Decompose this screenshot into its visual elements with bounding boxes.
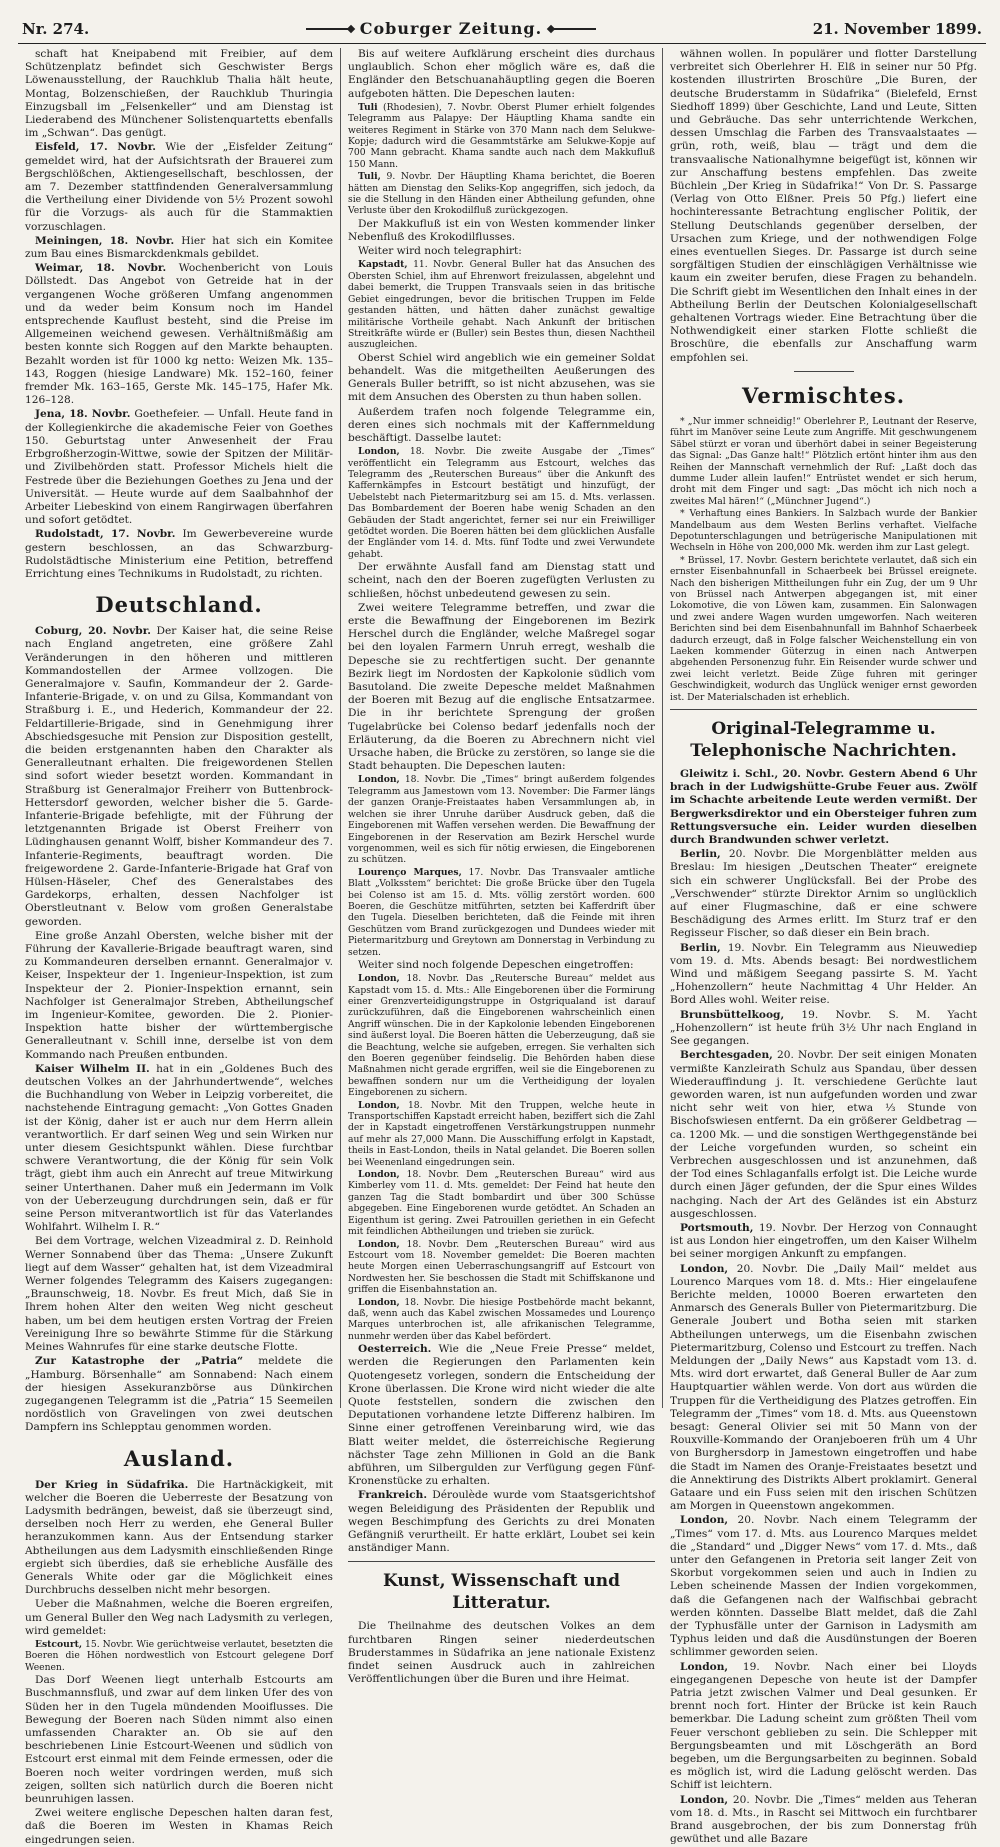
article-paragraph — [670, 768, 977, 847]
dateline: Estcourt, — [35, 1638, 83, 1650]
article-paragraph — [670, 1049, 977, 1221]
article-paragraph — [348, 171, 655, 217]
article-paragraph: Bis auf weitere Aufklärung erscheint dies durchaus unglaublich. Schon eher möglich wäre es, daß die Engländer den Betschuanahäuptling gegen die Boeren aufgeboten hätten. Die Depeschen lauten: — [348, 48, 655, 100]
article-text: 9. Novbr. Der Häuptling Khama berichtet, die Boeren hätten am Dienstag den Seliks-Kop angegriffen, sich jedoch, da sie die Stellung in den Händen einer Abtheilung gefunden, ohne Verluste über den Krokodilfluß zurückgezogen. — [348, 171, 655, 217]
article-text: 18. Novbr. Dem „Reuterschen Bureau“ wird aus Estcourt vom 18. November gemeldet: Die Boeren machten heute Morgen einen Ueberraschungsangriff auf Estcourt von Nordwesten her. Sie beschossen die Stadt mit Schiffskanone und griffen die Eisenbahnstation an. — [348, 1238, 655, 1296]
dateline: Kapstadt, — [358, 259, 408, 271]
article-paragraph: Der Makkufluß ist ein von Westen kommender linker Nebenfluß des Krokodilflusses. — [348, 217, 655, 244]
issue-number: Nr. 274. — [22, 19, 90, 38]
article-text: 17. Novbr. Das Transvaaler amtliche Blatt „Volksstem“ berichtet: Die große Brücke über den Tugela bei Colenso ist am 15. d. Mts. völlig zerstört worden. 600 Boeren, die Geschütze mitführten, setzten bei Kafferdrift über den Tugela. Dieselben berichteten, daß die Feinde mit ihren Geschützen vom Brand zurückgezogen und Dundees wieder mit Pietermaritzburg und Greytown am Donnerstag in Verbindung zu setzen. — [348, 866, 655, 958]
dateline: Berlin, — [680, 941, 721, 954]
article-paragraph: Ueber die Maßnahmen, welche die Boeren ergreifen, um General Buller den Weg nach Ladysmith zu verlegen, wird gemeldet: — [25, 1598, 333, 1637]
article-text: Déroulède wurde vom Staatsgerichtshof wegen Beleidigung des Präsidenten der Republik und wegen Beschimpfung des Gerichts zu drei Monaten Gefängniß verurtheilt. Er hatte erklärt, Loubet sei kein anständiger Mann. — [348, 1489, 655, 1555]
dateline: London, — [358, 446, 400, 458]
article-paragraph — [348, 1489, 655, 1555]
article-text: 11. Novbr. General Buller hat das Ansuchen des Obersten Schiel, ihm auf Ehrenwort freizulassen, abgelehnt und dabei bemerkt, die Truppen Transvaals seien in das britische Gebiet eingedrungen, bevor die britischen Truppen im Felde gestanden hätten, und hätten daher zunächst gewaltige militärische Vortheile gehabt. Nach Ankunft der britischen Streitkräfte würde er (Buller) sein Bestes thun, diesen Nachtheil auszugleichen. — [348, 259, 655, 351]
article-text: Im Gewerbevereine wurde gestern beschlossen, an das Schwarzburg-Rudolstädtische Ministerium eine Petition, betreffend Errichtung eines Technikums in Rudolstadt, zu richten. — [25, 528, 333, 580]
article-text: Wie die „Neue Freie Presse“ meldet, werden die Regierungen den Parlamenten kein Quotengesetz vorlegen, sondern die Entscheidung der Krone überlassen. Die Krone wird nicht wieder die alte Quote feststellen, sondern die zwischen den Deputationen vorhandene letzte Differenz halbiren. Im Sinne einer getroffenen Vereinbarung wird, wie das Blatt weiter meldet, die österreichische Regierung nächster Tage zehn Millionen in Gold an die Bank abführen, um Silbergulden zur Verfügung gegen Fünf-Kronenstücke zu erhalten. — [348, 1343, 655, 1488]
article-paragraph — [670, 848, 977, 940]
article-text: 19. Novbr. S. M. Yacht „Hohenzollern“ ist heute früh 3½ Uhr nach England in See gegangen. — [670, 1008, 977, 1048]
article-text: meldete die „Hamburg. Börsenhalle“ am Sonnabend: Nach einem der hiesigen Assekuranzbörse aus Dünkirchen zugegangenen Telegramm ist die „Patria“ 15 Seemeilen nordöstlich von Gravelingen von zwei deutschen Dampfern ins Schlepptau genommen worden. — [25, 1355, 333, 1434]
article-text: Der Kaiser hat, die seine Reise nach England angetreten, eine größere Zahl Veränderungen in den höheren und mittleren Kommandostellen der Armee vollzogen. Die Generalmajore v. Saufin, Kommandeur der 2. Garde-Infanterie-Brigade, v. on und zu Gilsa, Kommandant von Straßburg i. E., und Hederich, Kommandeur der 22. Feldartillerie-Brigade, sind in Genehmigung ihrer Abschiedsgesuche mit Pension zur Disposition gestellt, die beiden erstgenannten haben den Charakter als Generalleutnant erhalten. Die freigewordenen Stellen sind sofort wieder besetzt worden. Kommandant in Straßburg ist Generalmajor Freiherr von Buttenbrock-Hettersdorf geworden, welcher bisher die 5. Garde-Infanterie-Brigade befehligte, mit der Führung der letztgenannten Brigade ist Oberst Freiherr von Lüdinghausen genannt Wolff, bisher Kommandeur des 7. Infanterie-Regiments, beauftragt worden. Die freigewordene 2. Garde-Infanterie-Brigade hat Graf von Hülsen-Häseler, Chef des Generalstabes des Gardekorps, erhalten, dessen Nachfolger ist Oberstleutnant v. Below vom großen Generalstabe geworden. — [25, 625, 334, 928]
section-heading-ausland: Ausland. — [123, 1445, 235, 1471]
article-text: 18. Novbr. Die zweite Ausgabe der „Times“ veröffentlicht ein Telegramm aus Estcourt, welches das Telegramm des „Reuterschen Bureaus“ über die Ankunft des Kaffernkämpfes in Estcourt bestätigt und hinzufügt, der Uebelstebt nach Pietermaritzburg sei am 15. d. Mts. verlassen. Das Bombardement der Boeren habe wenig Schaden an den Gebäuden der Stadt angerichtet, ferner sei nur ein Freiwilliger getödtet worden. Die Boeren hätten bei dem glücklichen Ausfalle der Engländer vom 14. d. Mts. fünf Todte und zwei Verwundete gehabt. — [348, 446, 655, 560]
dateline: London, — [680, 1793, 729, 1806]
article-paragraph: * Brüssel, 17. Novbr. Gestern berichtete verlautet, daß sich ein ernster Eisenbahnunfall in Schaerbeek bei Brüssel ereignete. Nach den bisherigen Mittheilungen fuhr ein Zug, der um 9 Uhr von Brüssel nach Antwerpen abgegangen ist, mit einer Lokomotive, die von Löwen kam, zusammen. Ein Salonwagen und zwei andere Wagen wurden umgeworfen. Nach weiteren Berichten sind bei dem Eisenbahnunfall im Bahnhof Schaerbeek dadurch erzeugt, daß in Folge falscher Weichenstellung ein von Laeken kommender Güterzug in einen nach Antwerpen abgehenden Personenzug fuhr. Ein Reisender wurde schwer und zwei leicht verletzt. Beide Züge fuhren mit geringer Geschwindigkeit, wodurch das Unglück weniger ernst geworden ist. Der Materialschaden ist erheblich. — [670, 554, 977, 703]
article-paragraph: Außerdem trafen noch folgende Telegramme ein, deren eines sich nochmals mit der Kaffernmeldung beschäftigt. Dasselbe lautet: — [348, 405, 655, 444]
article-text: 20. Novbr. Nach einem Telegramm der „Times“ vom 17. d. Mts. aus Lourenco Marques meldet die „Standard“ und „Digger News“ vom 17. d. Mts., daß unter den Gefangenen in Pretoria seit langer Zeit von Skorbut vorgekommen seien und auch in Indien zu Leben scheinende Massen der Indien vorgekommen, daß die Gefangenen nach der Walfischbai gebracht werden könnten. Dasselbe Blatt meldet, daß die Zahl der Typhusfälle unter der Garnison in Ladysmith am Typhus leiden und daß die Ausdünstungen der Boeren schlimmer geworden seien. — [670, 1514, 977, 1659]
article-text: 18. Novbr. Die „Times“ bringt außerdem folgendes Telegramm aus Jamestown vom 13. November: Die Farmer längs der ganzen Oranje-Freistaates haben Versammlungen ab, in welchen sie ihrer Unruhe darüber Ausdruck geben, daß die Eingeborenen mit Waffen versehen werden. Die Bewaffnung der Eingeborenen in der Reservation am Bezirk Herschel wurde vorgenommen, weil es sich für nötig erwiesen, die Eingeborenen zu schützen. — [348, 774, 655, 866]
article-text: Die Hartnäckigkeit, mit welcher die Boeren die Ueberreste der Besatzung von Ladysmith bedrängen, beweist, daß sie überzeugt sind, derselben noch Herr zu werden, ehe General Buller heranzukommen kann. Aus der Entsendung starker Abtheilungen aus dem Ladysmith einschließenden Ringe ergiebt sich überdies, daß sie erhebliche Ausfälle des Generals White oder gar die Möglichkeit eines Durchbruchs desselben nicht mehr besorgen. — [25, 1478, 333, 1597]
article-text: Wochenbericht von Louis Döllstedt. Das Angebot von Getreide hat in der vergangenen Woche größeren Umfang angenommen und da weder beim Konsum noch im Handel entsprechende Kauflust besteht, sind die Preise im Allgemeinen weichend gewesen. Verhältnißmäßig am besten konnte sich Roggen auf den Markte behaupten. Bezahlt worden ist für 1000 kg netto: Weizen Mk. 135–143, Roggen (hiesige Landware) Mk. 152–160, feiner fremder Mk. 163–165, Gerste Mk. 145–175, Hafer Mk. 126–128. — [25, 262, 333, 407]
article-paragraph — [670, 1009, 977, 1049]
article-paragraph: Weiter sind noch folgende Depeschen eingetroffen: — [358, 958, 634, 971]
article-paragraph: * Verhaftung eines Bankiers. In Salzbach wurde der Bankier Mandelbaum aus dem Westen Berlins verhaftet. Vielfache Depotunterschlagungen und betrügerische Manipulationen mit Wechseln in Höhe von 200,000 Mk. werden ihm zur Last gelegt. — [670, 508, 977, 554]
column-middle — [340, 48, 662, 1686]
article-paragraph — [25, 1063, 333, 1235]
article-paragraph — [25, 1355, 333, 1434]
article-paragraph — [25, 408, 333, 527]
dateline: Gleiwitz i. Schl., — [680, 768, 779, 781]
dateline: Portsmouth, — [680, 1221, 754, 1234]
dateline: Eisfeld, 17. Novbr. — [35, 141, 156, 154]
dateline: Zur Katastrophe der „Patria“ — [35, 1355, 244, 1368]
dateline: London, — [680, 1660, 729, 1673]
article-text: 18. Novbr. Die hiesige Postbehörde macht bekannt, daß, wenn auch das Kabel zwischen Mossamedes und Lourenço Marques unterbrochen ist, alle afrikanischen Telegramme, nunmehr werden über das Kabel befördert. — [348, 1296, 656, 1342]
ornament-rule-left — [306, 28, 352, 30]
article-paragraph — [25, 235, 333, 261]
dateline: Tuli, — [358, 171, 381, 183]
article-text: 20. Novbr. Der seit einigen Monaten vermißte Kanzleirath Schulz aus Spandau, über dessen Wiederauffindung j. It. verschiedene Gerüchte laut geworden waren, ist nun aufgefunden worden und zwar nicht sehr weit von hier, etwa ⅓ Stunde von Bischofswiesen entfernt. Da ein größerer Geldbetrag — ca. 1200 Mk. — und die sonstigen Werthgegenstände bei der Leiche vorgefunden wurden, so scheint ein Verbrechen ausgeschlossen und ist anzunehmen, daß der Tod eines Schlaganfalls erfolgt ist. Die Leiche wurde durch einen Jäger gefunden, der die Spur eines Wildes nachging. Nach der Art des Geländes ist ein Absturz ausgeschlossen. — [670, 1049, 977, 1220]
newspaper-title-block — [306, 19, 596, 38]
dateline: Coburg, 20. Novbr. — [35, 625, 151, 638]
dateline: London, — [358, 1296, 400, 1308]
article-paragraph — [25, 1479, 333, 1598]
dateline: Meiningen, 18. Novbr. — [35, 234, 175, 247]
article-paragraph — [670, 1661, 977, 1793]
section-divider — [348, 1561, 655, 1562]
article-paragraph — [25, 262, 333, 407]
article-text: 20. Novbr. Die „Daily Mail“ meldet aus Lourenco Marques vom 18. d. Mts.: Hier eingelaufene Berichte melden, 10000 Boeren erwarteten den Anmarsch des Generals Buller von Pietermaritzburg. Die Generale Joubert und Botha seien mit starken Abtheilungen unterwegs, um die Eisenbahn zwischen Pietermaritzburg, Colenso und Estcourt zu treffen. Nach Meldungen der „Daily News“ aus Kapstadt vom 13. d. Mts. wird dort erwartet, daß General Buller de Aar zum Hauptquartier wählen werde. Von dort aus würden die Truppen für die Vertheidigung des Platzes getroffen. Ein Telegramm der „Times“ vom 18. d. Mts. aus Queenstown besagt: General Olivier sei mit 50 Mann von der Rouxville-Kommando der Oranjeboeren früh um 4 Uhr von Burghersdorp in Jamestown eingetroffen und habe die Stadt im Namen des Oranje-Freistaates besetzt und die Annektirung des Distrikts Albert proklamirt. General Gataare und ein Fuss seien mit den irischen Schützen am Morgen in Queenstown angekommen. — [670, 1262, 977, 1513]
article-text: 18. Novbr. Mit den Truppen, welche heute in Transportschiffen Kapstadt erreicht haben, beziffert sich die Zahl der in Kapstadt eingetroffenen Verstärkungstruppen nunmehr auf mehr als 27,000 Mann. Die Ausschiffung erfolgt in Kapstadt, theils in East-London, theils in Natal gelandet. Die Boeren sollen bei Weenenland eingedrungen sein. — [348, 1099, 655, 1168]
issue-date: 21. November 1899. — [812, 19, 982, 38]
article-text: 19. Novbr. Ein Telegramm aus Nieuwediep vom 19. d. Mts. Abends besagt: Bei nordwestlichem Wind und mäßigem Seegang passirte S. M. Yacht „Hohenzollern“ heute Nachmittag 4 Uhr Helder. An Bord Alles wohl. Weiter reise. — [670, 941, 977, 1007]
article-paragraph: Der erwähnte Ausfall fand am Dienstag statt und scheint, nach den der Boeren zugefügten Verlusten zu schließen, höchst unbedeutend gewesen zu sein. — [348, 561, 655, 600]
article-text: 18. Novbr. Dem „Reuterschen Bureau“ wird aus Kimberley vom 11. d. Mts. gemeldet: Der Feind hat heute den ganzen Tag die Stadt bombardirt und über 300 Schüsse abgegeben. Eine Eingeborenen wurde getödtet. An Schaden an Eigenthum ist gering. Zwei Patrouillen geriethen in ein Gefecht mit feindlichen Abtheilungen und trieben sie zurück. — [348, 1169, 655, 1238]
article-paragraph — [25, 1639, 333, 1673]
column-right — [662, 48, 984, 1846]
article-text: (Rhodesien), 7. Novbr. Oberst Plumer erhielt folgendes Telegramm aus Palapye: Der Häuptling Khama sandte ein weiteres Regiment in Stärke von 370 Mann nach dem Selukwe-Kopje; dadurch wird die Gesammtstärke am Selukwe-Kopje auf 700 Mann gebracht. Khama sandte auch nach dem Makkufluß 150 Mann. — [348, 101, 655, 170]
article-text: 20. Novbr. Die Morgenblätter melden aus Breslau: Im hiesigen „Deutschen Theater“ ereignete sich ein schwerer Unglücksfall. Bei der Probe des „Verschwender“ stürzte Direktor Arnim so unglücklich auf einer Flugmaschine, daß er eine schwere Beschädigung des Armes erlitt. Im Sturz traf er den Regisseur Fischer, so daß dieser ein Bein brach. — [670, 848, 978, 940]
article-paragraph — [670, 1222, 977, 1262]
dateline: Der Krieg in Südafrika. — [35, 1478, 189, 1491]
article-paragraph — [670, 1263, 977, 1514]
article-paragraph — [348, 774, 655, 865]
dateline: London, — [680, 1514, 729, 1527]
article-text: Hier hat sich ein Komitee zum Bau eines Bismarckdenkmals gebildet. — [25, 234, 334, 261]
article-paragraph: Weiter wird noch telegraphirt: — [358, 245, 522, 258]
masthead — [18, 14, 986, 44]
article-paragraph — [348, 102, 655, 170]
section-heading-kunst: Kunst, Wissenschaft und Litteratur. — [383, 1571, 620, 1614]
article-paragraph — [348, 1100, 655, 1168]
dateline: London, — [358, 1238, 400, 1250]
article-paragraph — [348, 1297, 655, 1343]
section-heading-telegramme: Original-Telegramme u. Telephonische Nachrichten. — [690, 719, 957, 762]
article-paragraph — [348, 1343, 655, 1488]
article-paragraph: Bei dem Vortrage, welchen Vizeadmiral z. D. Reinhold Werner Sonnabend über das Thema: „Unsere Zukunft liegt auf dem Wasser“ gehalten hat, ist dem Vizeadmiral Werner folgendes Telegramm des Kaisers zugegangen: „Braunschweig, 18. Novbr. Es freut Mich, daß Sie in Ihrem hohen Alter den weiten Weg nicht gescheut haben, um bei dem heutigen ersten Vortrag der Freien Vereinigung Ihre so bewährte Stimme für die Stärkung Meines Wahnrufes für eine starke deutsche Flotte. — [25, 1235, 333, 1354]
dateline: London, — [358, 1099, 400, 1111]
article-paragraph: Die Theilnahme des deutschen Volkes an dem furchtbaren Ringen seiner niederdeutschen Bruderstammes in Südafrika an jene nationale Existenz findet seinen Ausdruck auch in zahlreichen Veröffentlichungen über die Buren und ihre Heimat. — [348, 1620, 655, 1686]
dateline: Frankreich. — [358, 1489, 428, 1502]
ornament-rule-right — [550, 28, 596, 30]
dateline: Berchtesgaden, — [680, 1049, 773, 1062]
article-paragraph: * „Nur immer schneidig!“ Oberlehrer P., Leutnant der Reserve, führt im Manöver seine Leute zum Angriffe. Mit geschwungenem Säbel stürzt er voran und überhört dabei in seiner Begeisterung das Signal: „Das Ganze halt!“ Plötzlich ertönt hinter ihm aus den Reihen der Mannschaft vernehmlich der Ruf: „Laßt doch das dumme Luder allein laufen!“ Entrüstet wendet er sich herum, droht mit dem Finger und sagt: „Das möcht ich nich noch a zweites Mal hären!“ („Münchner Jugend“.) — [670, 415, 977, 507]
article-paragraph: Zwei weitere englische Depeschen halten daran fest, daß die Boeren im Westen in Khamas Reich eingedrungen seien. — [25, 1807, 333, 1846]
article-paragraph: Oberst Schiel wird angeblich wie ein gemeiner Soldat behandelt. Was die mitgetheilten Aeußerungen des Generals Buller betrifft, so ist nicht abzusehen, was sie mit dem Ansuchen des Obersten zu thun haben sollen. — [348, 351, 655, 404]
article-paragraph — [348, 259, 655, 350]
dateline: London, — [358, 774, 400, 786]
article-paragraph — [25, 625, 333, 929]
article-paragraph — [348, 973, 655, 1098]
article-text: 19. Novbr. Der Herzog von Connaught ist aus London hier eingetroffen, um den Kaiser Wilhelm bei seiner morgigen Ankunft zu empfangen. — [670, 1221, 977, 1261]
article-text: Wie der „Eisfelder Zeitung“ gemeldet wird, hat der Aufsichtsrath der Brauerei zum Bergschlößchen, Aktiengesellschaft, beschlossen, der am 7. Dezember stattfindenden Generalversammlung die Vertheilung einer Dividende von 5½ Prozent sowohl für die Vorzugs- als auch für die Stammaktien vorzuschlagen. — [25, 141, 333, 233]
article-text: hat in ein „Goldenes Buch des deutschen Volkes an der Jahrhundertwende“, welches die Buchhandlung von Weber in Leipzig vorbereitet, die nachstehende Eintragung gemacht: „Von Gottes Gnaden ist der König, daher ist er auch nur dem Herrn allein verantwortlich. Er darf seinen Weg und sein Wirken nur unter diesem Gesichtspunkt wählen. Diese furchtbar schwere Verantwortung, die der König für sein Volk trägt, giebt ihm auch ein Anrecht auf treue Mitwirkung seiner Unterthanen. Daher muß ein Jedermann im Volk von der Ueberzeugung durchdrungen sein, daß er für seine Person mitverantwortlich ist für das Vaterlandes Wohlfahrt. Wilhelm I. R.“ — [25, 1062, 333, 1234]
article-paragraph: Zwei weitere Telegramme betreffen, und zwar die erste die Bewaffnung der Eingeborenen im Bezirk Herschel durch die Engländer, welche Maßregel sogar bei den loyalen Farmern Unruh erregt, weshalb die Depesche sie zu rechtfertigen sucht. Der genannte Bezirk liegt im Nordosten der Kapkolonie südlich vom Basutoland. Die zweite Depesche meldet Maßnahmen der Boeren mit Bezug auf die englische Entsatzarmee. Die in ihr berichtete Sprengung der großen Tugelabrücke bei Colenso bedarf jedenfalls noch der Erläuterung, da die Boeren zu Abrechnern nicht viel Ursache haben, die Brücke zu zerstören, so lange sie die Stadt behaupten. Die Depeschen lauten: — [348, 601, 655, 773]
article-paragraph: schaft hat Kneipabend mit Freibier, auf dem Schützenplatz befindet sich Geschwister Bergs Löwenausstellung, der Rauchklub Thalia hält heute, Montag, Bolzenschießen, der Rauchklub Thuringia Einzugsball im „Felsenkeller“ und am Dienstag ist Liederabend des Münchener Solistenquartetts ebenfalls im „Schwan“. Das genügt. — [25, 48, 333, 140]
dateline: Rudolstadt, 17. Novbr. — [35, 528, 176, 541]
article-paragraph: Das Dorf Weenen liegt unterhalb Estcourts am Buschmannsfluß, und zwar auf dem linken Ufer des von Süden her in den Tugela mündenden Mooiflusses. Die Bewegung der Boeren nach Süden nimmt also einen umfassenden Charakter an. Ob sie auf den beschriebenen Linie Estcourt-Weenen und südlich von Estcourt erst einmal mit dem Feinde ermessen, oder die Boeren noch weiter vordringen werden, muß sich zeigen, sollten sich natürlich durch die Boeren nicht beunruhigen lassen. — [25, 1674, 333, 1805]
article-text: Goethefeier. — Unfall. Heute fand in der Kollegienkirche die akademische Feier von Goethes 150. Geburtstag unter Anwesenheit der Frau Erbgroßherzogin-Wittwe, sowie der Spitzen der Militär- und Zivilbehörden statt. Professor Michels hielt die Festrede über die Beziehungen Goethes zu Jena und der Universität. — Heute wurde auf dem Saalbahnhof der Arbeiter Liebeskind von einem Rangirwagen überfahren und sofort getödtet. — [25, 408, 333, 527]
section-divider — [794, 371, 854, 372]
dateline: London, — [358, 973, 400, 985]
article-paragraph — [670, 1794, 977, 1847]
column-left — [18, 48, 340, 1846]
newspaper-page — [18, 14, 986, 1846]
dateline: Brunsbüttelkoog, — [680, 1008, 785, 1021]
dateline: Tuli — [358, 101, 378, 113]
article-paragraph — [348, 867, 655, 958]
article-text: 20. Novbr. Gestern Abend 6 Uhr brach in der Ludwigshütte-Grube Feuer aus. Zwölf im Schachte arbeitende Leute werden vermißt. Der Bergwerksdirektor und ein Obersteiger fuhren zum Rettungsversuche ein. Leider wurden dieselben durch Brandwunden schwer verletzt. — [670, 768, 978, 847]
article-paragraph — [670, 942, 977, 1008]
dateline: Kaiser Wilhelm II. — [35, 1062, 150, 1075]
dateline: Berlin, — [680, 848, 721, 861]
dateline: London, — [680, 1262, 729, 1275]
dateline: London, — [358, 1169, 400, 1181]
article-paragraph — [25, 528, 333, 581]
article-paragraph — [348, 1169, 655, 1237]
article-paragraph — [348, 446, 655, 560]
article-paragraph — [348, 1239, 655, 1296]
article-paragraph — [25, 141, 333, 233]
section-heading-vermischtes: Vermischtes. — [741, 382, 906, 408]
article-paragraph: Eine große Anzahl Obersten, welche bisher mit der Führung der Kavallerie-Brigade beauftragt waren, sind zu Kommandeuren derselben ernannt. Generalmajor v. Keiser, Inspekteur der 1. Ingenieur-Inspektion, ist zum Inspekteur der 2. Pionier-Inspektion ernannt, sein Nachfolger ist Generalmajor Streben, Abtheilungschef im Ingenieur-Komitee, geworden. Die 2. Pionier-Inspektion hatte bisher der württembergische Generalleutnant v. Schill inne, derselbe ist von dem Kommando nach Preußen entbunden. — [25, 929, 333, 1061]
article-paragraph: wähnen wollen. In populärer und flotter Darstellung verbreitet sich Oberlehrer H. Elß in seiner nur 50 Pfg. kostenden illustrirten Broschüre „Die Buren, der deutsche Bruderstamm in Südafrika“ (Bielefeld, Ernst Siedhoff 1899) über Geschichte, Land und Leute, Sitten und Gebräuche. Das sehr unterrichtende Werkchen, dessen Umschlag die Farben des Transvaalstaates — grün, roth, weiß, blau — trägt und dem die transvaalische Nationalhymne beigefügt ist, können wir zur Anschaffung bestens empfehlen. Das zweite Büchlein „Der Krieg in Südafrika!“ Von Dr. S. Passarge (Verlag von Otto Elßner. Preis 50 Pfg.) liefert eine hochinteressante Betrachtung englischer Politik, der Stellung Deutschlands gegenüber derselben, der Ursachen zum Kriege, und der nothwendigen Folge eines eventuellen Sieges. Dr. Passarge ist durch seine sorgfältigen Studien der einschlägigen Verhältnisse wie kaum ein zweiter berufen, diese Fragen zu behandeln. Die Schrift giebt im Wesentlichen den Inhalt eines in der Abtheilung Berlin der Deutschen Kolonialgesellschaft gehaltenen Vortrags wieder. Eine Betrachtung über die Nothwendigkeit einer starken Flotte schließt die Broschüre, die ebenfalls zur Anschaffung warm empfohlen sei. — [670, 48, 977, 364]
article-text: 20. Novbr. Die „Times“ melden aus Teheran vom 18. d. Mts., in Rascht sei Mittwoch ein furchtbarer Brand ausgebrochen, der bis zum Donnerstag früh gewüthet und alle Bazare — [670, 1793, 977, 1846]
section-heading-deutschland: Deutschland. — [95, 592, 263, 618]
article-text: 18. Novbr. Das „Reutersche Bureau“ meldet aus Kapstadt vom 15. d. Mts.: Alle Eingeborenen über die Formirung einer Grenzverteidigungstruppe in Ostgriqualand ist darauf zurückzuführen, daß die Eingeborenen wahrscheinlich einen Angriff wünschen. Die in der Kapkolonie lebenden Eingeborenen sind äußerst loyal. Die Boeren hätten die Ueberzeugung, daß sie die Beachtung, welche sie aufgeben, erregen. Sie verhalten sich den Boeren gegenüber feindselig. Die Behörden haben diese Maßnahmen nicht gerade ergriffen, weil sie die Eingeborenen zu bewaffnen sondern nur um die Vertheidigung der loyalen Eingeborenen zu sichern. — [348, 973, 656, 1099]
dateline: Oesterreich. — [358, 1343, 432, 1356]
article-paragraph — [670, 1514, 977, 1659]
article-text: 15. Novbr. Wie gerüchtweise verlautet, besetzten die Boeren die Höhen nordwestlich von Estcourt gelegene Dorf Weenen. — [25, 1638, 333, 1673]
newspaper-title: Coburger Zeitung. — [359, 19, 543, 38]
dateline: Jena, 18. Novbr. — [35, 408, 131, 421]
dateline: Weimar, 18. Novbr. — [35, 262, 167, 275]
article-text: 19. Novbr. Nach einer bei Lloyds eingegangenen Depesche von heute ist der Dampfer Patria jetzt zwischen Valmer und Deal gesunken. Er brennt noch fort. Hinter der Brücke ist kein Rauch bemerkbar. Die Ladung scheint zum größten Theil vom Feuer verschont geblieben zu sein. Die Schlepper mit Bergungsbeamten und mit Löschgeräth an Bord begeben, um die Bergungsarbeiten zu beginnen. Sobald es möglich ist, wird die Ladung gelöscht werden. Das Schiff ist leichtern. — [670, 1660, 977, 1792]
dateline: Lourenço Marques, — [358, 866, 462, 878]
columns — [18, 48, 986, 1846]
section-divider — [670, 709, 977, 710]
